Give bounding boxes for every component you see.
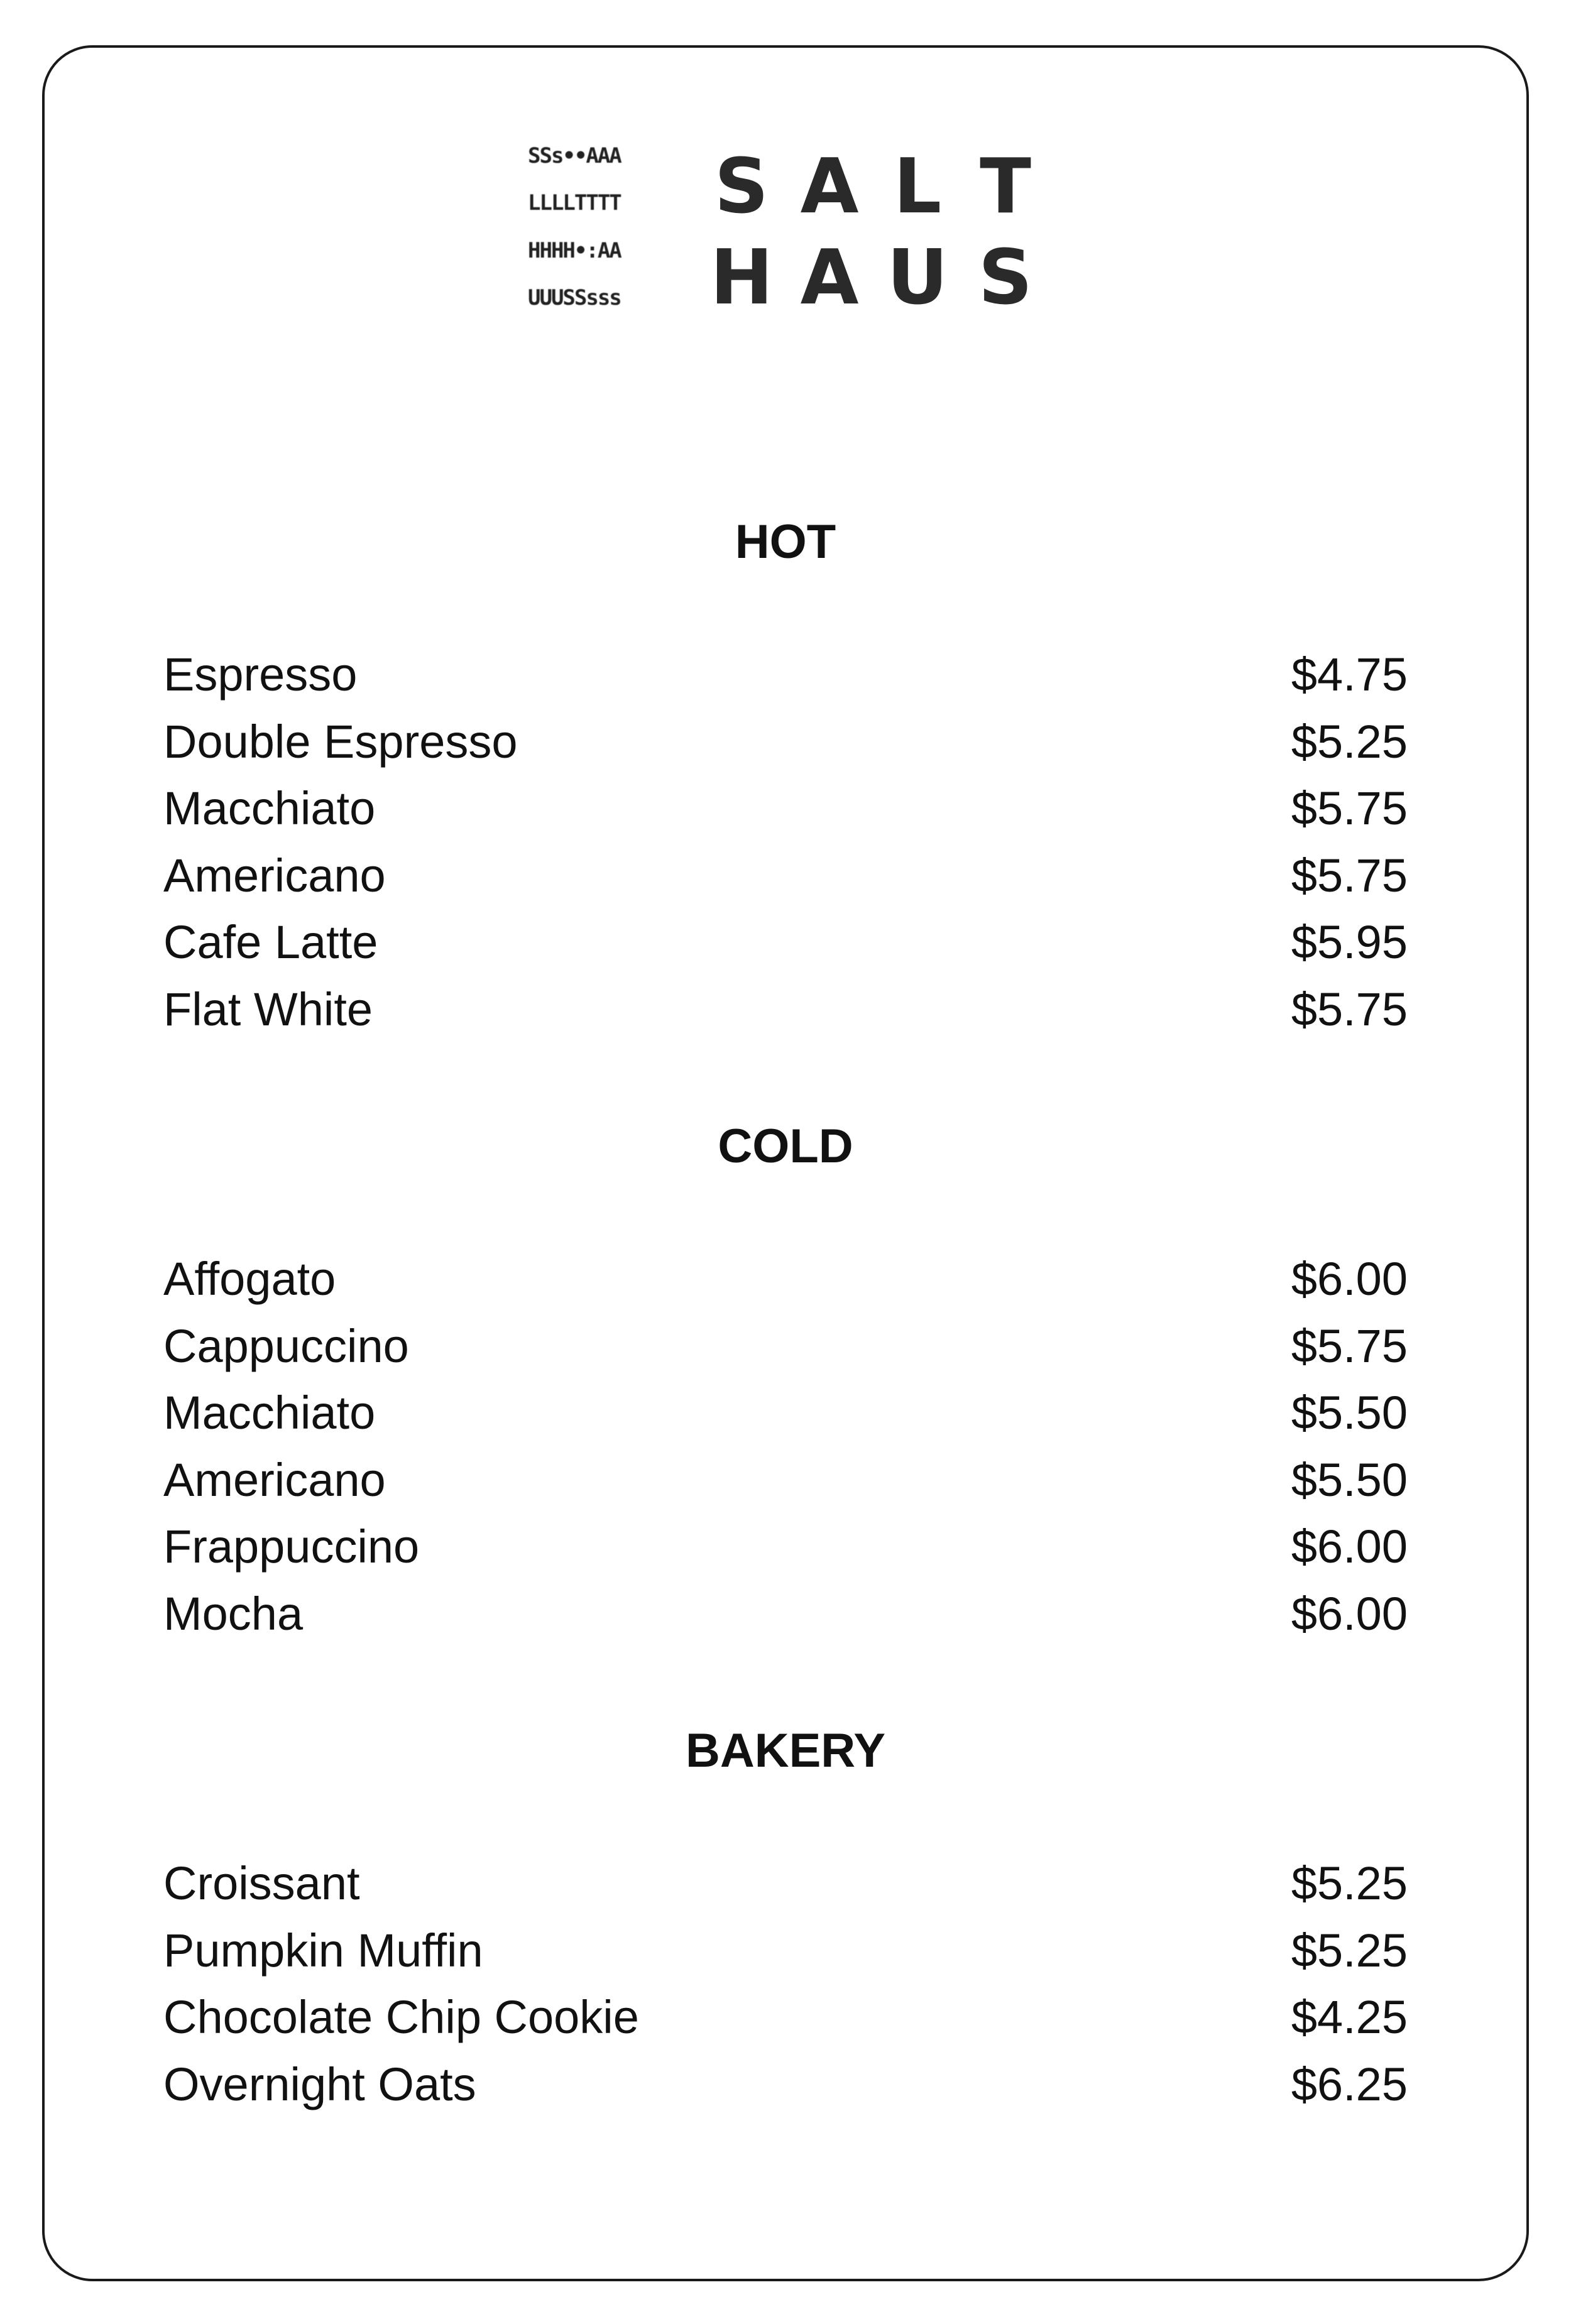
item-price: $5.75 — [1291, 782, 1408, 834]
menu-item — [163, 709, 1408, 776]
logo-word-salt: S A L T — [714, 143, 1031, 231]
item-price: $6.25 — [1291, 2058, 1408, 2110]
item-name: Croissant — [163, 1857, 360, 1909]
section-title-cold: COLD — [718, 1120, 853, 1173]
menu-item — [163, 2051, 1408, 2119]
item-price: $5.75 — [1291, 1319, 1408, 1372]
item-price: $5.25 — [1291, 1924, 1408, 1977]
section-title-hot: HOT — [735, 515, 836, 569]
menu-item — [163, 1447, 1408, 1514]
menu-item — [163, 1246, 1408, 1313]
item-name: Americano — [163, 849, 386, 902]
item-name: Macchiato — [163, 1387, 376, 1439]
menu-item — [163, 1984, 1408, 2051]
item-price: $5.50 — [1291, 1453, 1408, 1506]
item-name: Pumpkin Muffin — [163, 1924, 483, 1977]
item-price: $5.25 — [1291, 1857, 1408, 1909]
menu-item — [163, 843, 1408, 910]
item-price: $4.25 — [1291, 1991, 1408, 2043]
item-name: Affogato — [163, 1253, 336, 1305]
menu-item — [163, 641, 1408, 709]
item-price: $5.25 — [1291, 715, 1408, 768]
item-name: Macchiato — [163, 782, 376, 834]
item-name: Cappuccino — [163, 1319, 409, 1372]
item-price: $5.75 — [1291, 849, 1408, 902]
item-price: $5.75 — [1291, 983, 1408, 1035]
logo-wordmark — [710, 141, 1062, 324]
menu-item — [163, 1514, 1408, 1581]
menu-item — [163, 909, 1408, 976]
menu-item — [163, 1581, 1408, 1648]
menu-item — [163, 1918, 1408, 1985]
logo-word-haus: H A U S — [710, 234, 1033, 322]
salt-haus-logo — [528, 141, 1056, 324]
menu-item — [163, 1380, 1408, 1447]
item-price: $5.95 — [1291, 916, 1408, 968]
logo-letter-mark: SSs••AAA LLLLTTTT HHHH•:AA UUUSSsss — [528, 143, 621, 310]
item-price: $4.75 — [1291, 648, 1408, 701]
item-name: Overnight Oats — [163, 2058, 476, 2110]
item-price: $5.50 — [1291, 1387, 1408, 1439]
item-price: $6.00 — [1291, 1253, 1408, 1305]
item-price: $6.00 — [1291, 1587, 1408, 1640]
cold-items-list — [163, 1246, 1408, 1647]
item-name: Espresso — [163, 648, 358, 701]
menu-item — [163, 1850, 1408, 1918]
item-name: Flat White — [163, 983, 373, 1035]
menu-item — [163, 775, 1408, 843]
item-name: Mocha — [163, 1587, 304, 1640]
item-name: Chocolate Chip Cookie — [163, 1991, 639, 2043]
bakery-items-list — [163, 1850, 1408, 2118]
item-price: $6.00 — [1291, 1520, 1408, 1573]
item-name: Cafe Latte — [163, 916, 378, 968]
item-name: Double Espresso — [163, 715, 518, 768]
section-title-bakery: BAKERY — [685, 1724, 886, 1777]
menu-item — [163, 976, 1408, 1044]
hot-items-list — [163, 641, 1408, 1043]
menu-item — [163, 1313, 1408, 1380]
item-name: Frappuccino — [163, 1520, 420, 1573]
item-name: Americano — [163, 1453, 386, 1506]
